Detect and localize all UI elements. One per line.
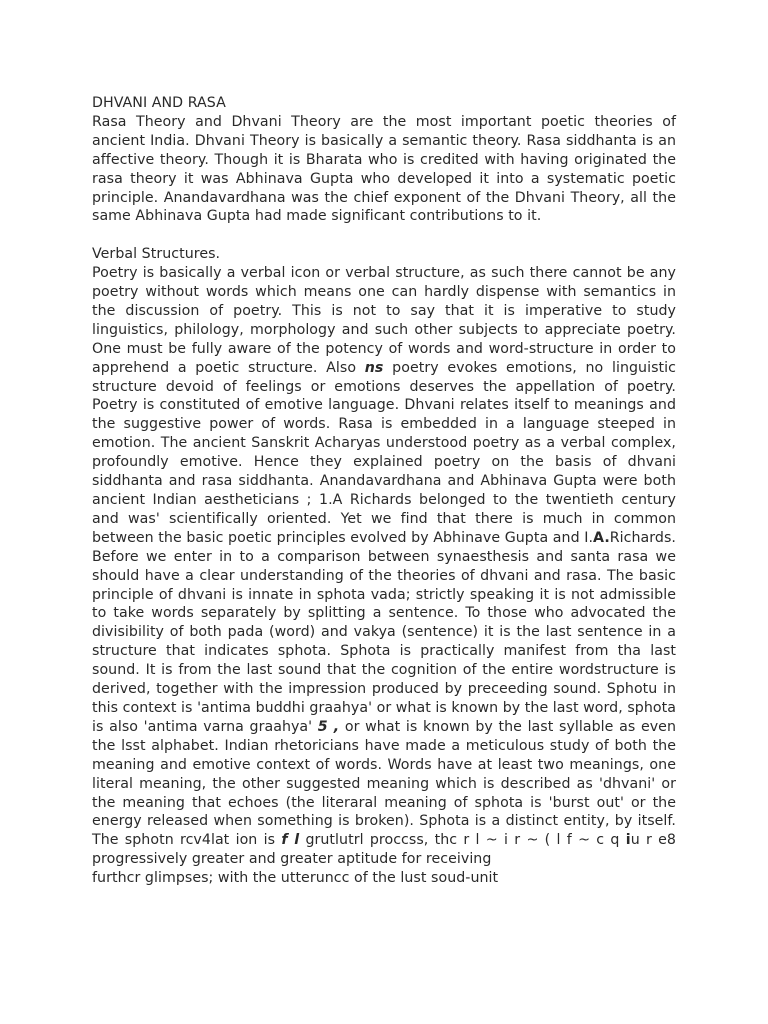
body-text-part-5: grutlutrl proccss, thc r l ~ i r ~ ( l f ~ c q [305,832,620,849]
body-text-part-4: or what is known by the last syllable as even the lsst alphabet. Indian rhetoricians have made a meticulous study of both the meaning and emotive context of words. Words have at least two meanings, one literal meaning, the other suggested meaning which is described as 'dhvani' or the meaning that echoes (the literaral meaning of sphota is 'burst out' or the energy released when something is broken). Sphota is a distinct entity, by itself. The sphotn rcv4lat ion is [92,718,676,849]
paragraph-spacer [92,226,676,245]
ocr-artifact-a: A. [593,529,610,546]
intro-paragraph: Rasa Theory and Dhvani Theory are the most important poetic theories of ancient India. Dhvani Theory is basically a semantic theory. Rasa siddhanta is an affective theory. Though it is Bharata who is credited with having originated the rasa theory it was Abhinava Gupta who developed it into a systematic poetic principle. Anandavardhana was the chief exponent of the Dhvani Theory, all the same Abhinava Gupta had made significant contributions to it. [92,113,676,225]
ocr-artifact-fl: f l [281,832,300,849]
body-text-part-1: Poetry is basically a verbal icon or verbal structure, as such there cannot be any poetry without words which means one can hardly dispense with semantics in the discussion of poetry. This is not to say that it is imperative to study linguistics, philology, morphology and such other subjects to appreciate poetry. One must be fully aware of the potency of words and word-structure in order to apprehend a poetic structure. Also [92,265,676,376]
document-page [92,94,676,888]
document-title: DHVANI AND RASA [92,95,226,111]
ocr-artifact-i: i [625,832,631,849]
section-heading: Verbal Structures. [92,246,221,263]
body-text-part-6: u r e8 progressively greater and greater aptitude for receiving [92,832,677,868]
ocr-artifact-ns: ns [364,359,384,376]
body-paragraph [92,264,676,869]
ocr-artifact-five: 5 , [317,718,340,735]
body-text-part-2: poetry evokes emotions, no linguistic structure devoid of feelings or emotions deserves the appellation of poetry. Poetry is constituted of emotive language. Dhvani relates itself to meanings and the suggestive power of words. Rasa is embedded in a language steeped in emotion. The ancient Sanskrit Acharyas understood poetry as a verbal complex, profoundly emotive. Hence they explained poetry on the basis of dhvani siddhanta and rasa siddhanta. Anandavardhana and Abhinava Gupta were both ancient Indian aestheticians ; 1.A Richards belonged to the twentieth century and was' scientifically oriented. Yet we find that there is much in common between the basic poetic principles evolved by Abhinave Gupta and I. [92,359,676,546]
final-line: furthcr glimpses; with the utteruncc of the lust soud-unit [92,870,499,887]
body-text-part-3: Richards. Before we enter in to a comparison between synaesthesis and santa rasa we should have a clear understanding of the theories of dhvani and rasa. The basic principle of dhvani is innate in sphota vada; strictly speaking it is not admissible to take words separately by splitting a sentence. To those who advocated the divisibility of both pada (word) and vakya (sentence) it is the last sentence in a structure that indicates sphota. Sphota is practically manifest from tha last sound. It is from the last sound that the cognition of the entire wordstructure is derived, together with the impression produced by preceeding sound. Sphotu in this context is 'antima buddhi graahya' or what is known by the last word, sphota is also 'antima varna graahya' [92,529,676,735]
